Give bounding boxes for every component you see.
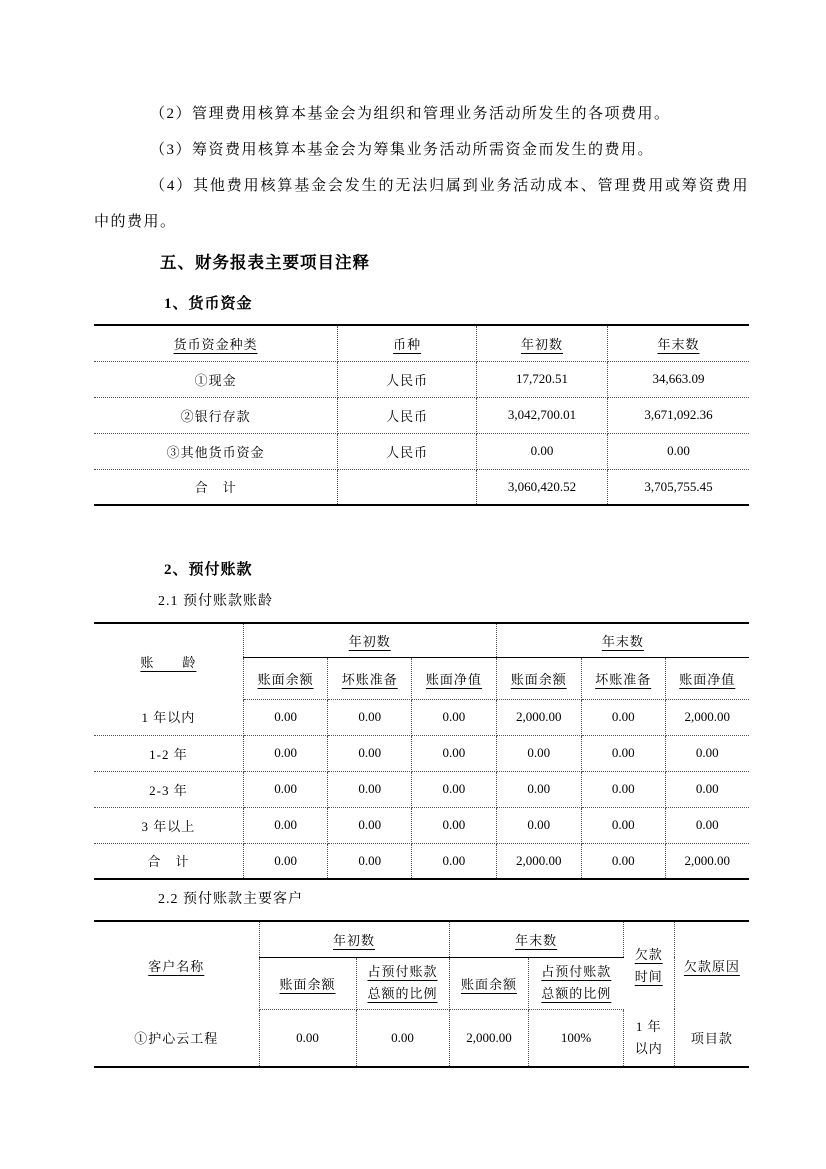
cell-total-value: 0.00 <box>412 843 496 879</box>
cell-value: 0.00 <box>581 699 665 735</box>
header-begin-year <box>477 325 608 361</box>
cell-value: 0.00 <box>243 735 327 771</box>
header-prepayment-ratio <box>356 957 449 1009</box>
cell-end-ratio: 100% <box>529 1009 623 1067</box>
header-book-balance <box>496 657 581 699</box>
cell-value: 0.00 <box>412 735 496 771</box>
prepayment-aging-table <box>94 622 749 880</box>
monetary-funds-table <box>94 324 749 506</box>
cell-currency-empty <box>338 469 477 505</box>
header-debt-reason <box>674 921 749 1009</box>
cell-aging-label: 3 年以上 <box>94 807 243 843</box>
cell-currency: 人民币 <box>338 397 477 433</box>
cell-value: 0.00 <box>496 807 581 843</box>
header-debt-reason-label: 欠款原因 <box>683 959 740 974</box>
cell-aging-label: 2-3 年 <box>94 771 243 807</box>
header-end-year-label: 年末数 <box>515 932 558 948</box>
paragraph-other-expense: （4）其他费用核算基金会发生的无法归属到业务活动成本、管理费用或筹资费用中的费用。 <box>94 178 749 230</box>
subsection-2-2-label: 2.2 预付账款主要客户 <box>158 892 303 907</box>
cell-total-begin: 3,060,420.52 <box>477 469 608 505</box>
table-row <box>94 771 749 807</box>
header-end-year-group <box>449 921 623 957</box>
cell-begin-amount: 0.00 <box>477 433 608 469</box>
subsection-2-title: 2、预付账款 <box>164 562 253 578</box>
cell-value: 0.00 <box>412 771 496 807</box>
cell-total-value: 2,000.00 <box>496 843 581 879</box>
header-end-year <box>608 325 749 361</box>
header-bad-debt <box>581 657 665 699</box>
cell-total-label: 合 计 <box>94 469 338 505</box>
table-total-row <box>94 469 749 505</box>
cell-total-value: 0.00 <box>243 843 327 879</box>
header-book-balance-label: 账面余额 <box>279 976 336 992</box>
cell-value: 0.00 <box>496 735 581 771</box>
header-begin-year-label: 年初数 <box>333 932 376 948</box>
paragraph-fundraising-expense: （3）筹资费用核算本基金会为筹集业务活动所需资金而发生的费用。 <box>150 142 655 158</box>
cell-value: 0.00 <box>243 771 327 807</box>
cell-total-value: 0.00 <box>328 843 412 879</box>
header-book-balance-label: 账面余额 <box>460 976 517 992</box>
cell-aging-label: 1 年以内 <box>94 699 243 735</box>
table-row <box>94 433 749 469</box>
cell-debt-time-line1: 1 年 <box>635 1018 662 1034</box>
cell-total-label: 合 计 <box>94 843 243 879</box>
cell-value: 0.00 <box>412 807 496 843</box>
table-row <box>94 397 749 433</box>
header-net-value-label: 账面净值 <box>679 671 736 687</box>
cell-value: 0.00 <box>581 771 665 807</box>
header-end-year-label: 年末数 <box>601 633 644 649</box>
header-book-balance <box>259 957 356 1009</box>
header-net-value <box>665 657 749 699</box>
cell-value: 0.00 <box>412 699 496 735</box>
cell-aging-label: 1-2 年 <box>94 735 243 771</box>
subsection-2-1-label: 2.1 预付账款账龄 <box>158 594 273 609</box>
prepayment-customers-table <box>94 920 749 1068</box>
table-total-row <box>94 843 749 879</box>
cell-value: 0.00 <box>496 771 581 807</box>
cell-value: 0.00 <box>665 771 749 807</box>
table-header-row <box>94 325 749 361</box>
header-fund-type <box>94 325 338 361</box>
header-debt-time-line2: 时间 <box>634 968 663 984</box>
header-bad-debt <box>328 657 412 699</box>
header-bad-debt-label: 坏账准备 <box>341 671 398 687</box>
cell-currency: 人民币 <box>338 433 477 469</box>
header-debt-time-line1: 欠款 <box>634 946 663 962</box>
header-begin-year-group <box>243 623 496 657</box>
header-begin-year-group <box>259 921 449 957</box>
cell-begin-amount: 3,042,700.01 <box>477 397 608 433</box>
table-row <box>94 361 749 397</box>
header-net-value <box>412 657 496 699</box>
table-row <box>94 699 749 735</box>
cell-value: 0.00 <box>328 807 412 843</box>
cell-value: 0.00 <box>581 807 665 843</box>
header-prepayment-ratio-line2: 总额的比例 <box>367 986 438 1001</box>
cell-fund-type: ③其他货币资金 <box>94 433 338 469</box>
cell-value: 2,000.00 <box>496 699 581 735</box>
table-row <box>94 807 749 843</box>
header-aging <box>94 623 243 699</box>
cell-begin-ratio: 0.00 <box>356 1009 449 1067</box>
cell-value: 0.00 <box>328 771 412 807</box>
paragraph-admin-expense: （2）管理费用核算本基金会为组织和管理业务活动所发生的各项费用。 <box>150 106 671 122</box>
cell-fund-type: ①现金 <box>94 361 338 397</box>
header-debt-time <box>623 921 674 1009</box>
header-bad-debt-label: 坏账准备 <box>595 671 652 687</box>
header-aging-label: 账 龄 <box>140 655 197 670</box>
cell-value: 0.00 <box>243 699 327 735</box>
cell-total-value: 0.00 <box>581 843 665 879</box>
header-fund-type-label: 货币资金种类 <box>173 336 258 352</box>
header-book-balance <box>449 957 529 1009</box>
cell-value: 0.00 <box>581 735 665 771</box>
cell-total-end: 3,705,755.45 <box>644 478 713 494</box>
header-prepayment-ratio-line1: 占预付账款 <box>541 964 612 979</box>
header-prepayment-ratio-line2: 总额的比例 <box>541 986 612 1001</box>
cell-end-amount: 3,671,092.36 <box>608 397 749 433</box>
cell-debt-time <box>623 1009 674 1067</box>
header-begin-year-label: 年初数 <box>348 633 391 649</box>
cell-end-amount: 34,663.09 <box>608 361 749 397</box>
cell-end-balance: 2,000.00 <box>449 1009 529 1067</box>
cell-fund-type: ②银行存款 <box>94 397 338 433</box>
cell-debt-reason: 项目款 <box>690 1031 733 1046</box>
cell-value: 2,000.00 <box>665 699 749 735</box>
cell-debt-time-line2: 以内 <box>634 1040 663 1056</box>
header-prepayment-ratio <box>529 957 623 1009</box>
table-row <box>94 735 749 771</box>
header-book-balance <box>243 657 327 699</box>
cell-end-amount: 0.00 <box>608 433 749 469</box>
cell-value: 0.00 <box>665 735 749 771</box>
cell-currency: 人民币 <box>338 361 477 397</box>
table-group-header-row <box>94 623 749 657</box>
header-end-year-group <box>496 623 749 657</box>
header-book-balance-label: 账面余额 <box>257 671 314 687</box>
header-prepayment-ratio-line1: 占预付账款 <box>367 964 438 979</box>
cell-value: 0.00 <box>328 699 412 735</box>
subsection-1-title: 1、货币资金 <box>164 296 253 312</box>
cell-value: 0.00 <box>665 807 749 843</box>
header-customer-name-label: 客户名称 <box>148 959 205 974</box>
header-currency <box>338 325 477 361</box>
cell-value: 0.00 <box>328 735 412 771</box>
cell-value: 0.00 <box>243 807 327 843</box>
cell-begin-balance: 0.00 <box>259 1009 356 1067</box>
header-begin-year-label: 年初数 <box>521 336 564 352</box>
header-end-year-label: 年末数 <box>657 336 700 352</box>
header-currency-label: 币种 <box>393 336 422 352</box>
section-title: 五、财务报表主要项目注释 <box>160 253 370 272</box>
header-customer-name <box>94 921 259 1009</box>
cell-customer-name: ①护心云工程 <box>94 1009 259 1067</box>
table-group-header-row <box>94 921 749 957</box>
cell-total-value: 2,000.00 <box>684 852 731 868</box>
cell-begin-amount: 17,720.51 <box>477 361 608 397</box>
table-row <box>94 1009 749 1067</box>
header-net-value-label: 账面净值 <box>425 671 482 687</box>
header-book-balance-label: 账面余额 <box>510 671 567 687</box>
